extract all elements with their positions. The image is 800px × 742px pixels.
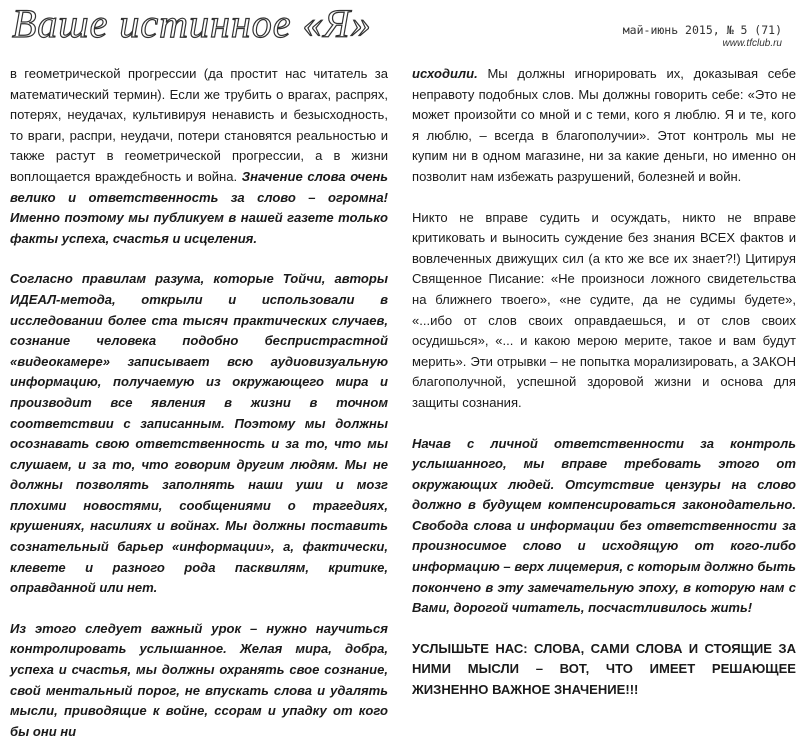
right-paragraph-3: Начав с личной ответственности за контроль услышанного, мы вправе требовать этого от окружающих людей. Отсутствие цензуры на слово должно в будущем компенсироваться законодательно. Свобода слова и информации без ответственности за произносимое слово и исходящую от кого-либо информацию – верх лицемерия, с которым должно быть покончено в эту замечательную эпоху, в которую нам с Вами, дорогой читатель, посчастливилось жить! bbox=[412, 435, 796, 616]
site-url: www.tfclub.ru bbox=[722, 38, 782, 49]
page-header bbox=[0, 0, 800, 62]
right-p1-emphasis: исходили. bbox=[412, 66, 478, 81]
right-paragraph-4: УСЛЫШЬТЕ НАС: СЛОВА, САМИ СЛОВА И СТОЯЩИЕ ЗА НИМИ МЫСЛИ – ВОТ, ЧТО ИМЕЕТ РЕШАЮЩЕЕ ЖИЗНЕННО ВАЖНОЕ ЗНАЧЕНИЕ!!! bbox=[412, 640, 796, 698]
right-paragraph-1 bbox=[412, 64, 796, 188]
left-p1-text: в геометрической прогрессии (да простит нас читатель за математический термин). Если же трубить о врагах, распрях, потерях, неудачах, культивируя ненависть и безысходность, то враги, распри, неудачи, потери становятся реальностью и также растут в геометрической прогрессии, а в жизни воплощается враждебность и война. bbox=[10, 66, 388, 184]
left-paragraph-3: Из этого следует важный урок – нужно научиться контролировать услышанное. Желая мира, добра, успеха и счастья, мы должны охранять свое сознание, свой ментальный порог, не впускать слова и удалять мысли, приводящие к войне, ссорам и упадку от кого бы они ни bbox=[10, 620, 388, 739]
right-p1-text: Мы должны игнорировать их, доказывая себе неправоту подобных слов. Мы должны говорить себе: «Это не может произойти со мной и с теми, кого я люблю. Я и те, кого я люблю, – всегда в благополучии». Этот контроль мы не купим ни в одном магазине, ни за какие деньги, но именно он позволит нам избежать разрушений, болезней и войн. bbox=[412, 66, 797, 184]
left-paragraph-1 bbox=[10, 64, 388, 249]
left-paragraph-2: Согласно правилам разума, которые Тойчи, авторы ИДЕАЛ-метода, открыли и использовали в исследовании более ста тысяч практических случаев, сознание человека подобно беспристрастной «видеокамере» записывает всю аудиовизуальную информацию, получаемую из окружающего мира и производит все явления в жизни в точном соответствии с записанным. Поэтому мы должны осознавать свою ответственность и за то, что мы слушаем, и за то, что говорим другим людям. Мы не должны позволять заполнять наши уши и мозг плохими новостями, сообщениями о трагедиях, крушениях, насилиях и войнах. Мы должны поставить сознательный барьер «информации», а, фактически, клевете и разного рода пасквилям, критике, оправданной или нет. bbox=[10, 271, 388, 596]
left-p1-emphasis: Значение слова очень велико и ответственность за слово – огромна! Именно поэтому мы публикуем в нашей газете только факты успеха, счастья и исцеления. bbox=[10, 168, 389, 246]
left-column bbox=[10, 64, 388, 742]
right-paragraph-2: Никто не вправе судить и осуждать, никто не вправе критиковать и выносить суждение без знания ВСЕХ фактов и вовлеченных движущих сил (а кто же все их знает?!) Цитируя Священное Писание: «Не произноси ложного свидетельства на ближнего твоего», «не судите, да не судимы будете», «...ибо от слов своих оправдаешься, и от слов своих осудишься», «... и какою мерою мерите, такое и вам будут мерить». Эти отрывки – не попытка морализировать, а ЗАКОН благополучной, успешной здоровой жизни и основа для защиты сознания. bbox=[412, 209, 796, 410]
section-title: Ваше истинное «Я» bbox=[12, 1, 372, 46]
issue-info: май-июнь 2015, № 5 (71) bbox=[622, 23, 782, 37]
right-column bbox=[412, 64, 796, 701]
